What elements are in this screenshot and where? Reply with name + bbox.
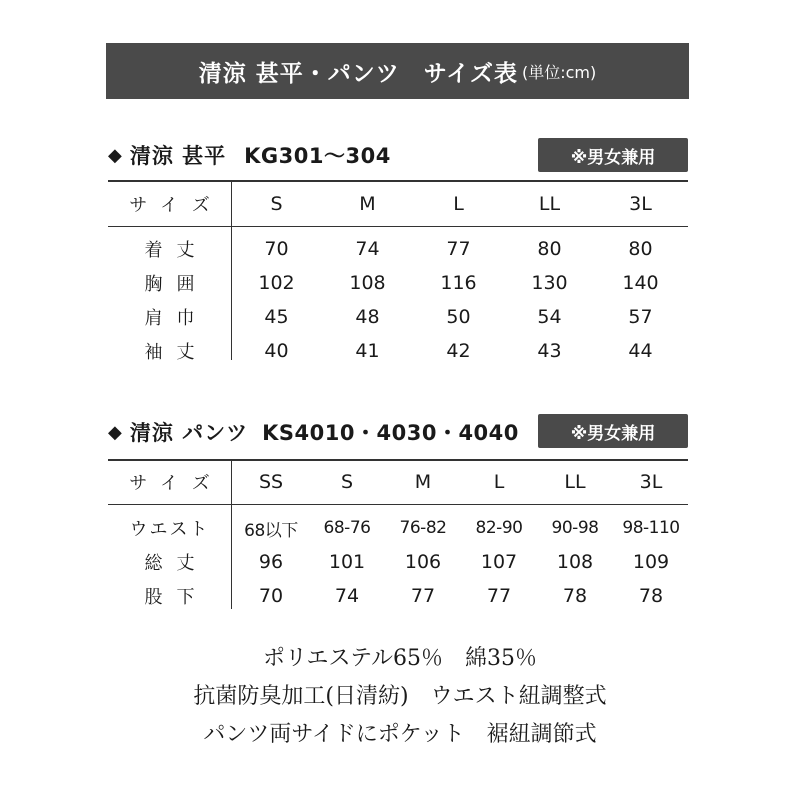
table-cell: 107	[480, 551, 518, 573]
table-cell: 68以下	[244, 520, 298, 541]
table-header-rule	[108, 504, 688, 505]
jinbei-size-table	[108, 180, 688, 370]
size-header-label: サイズ	[129, 473, 224, 494]
size-header-cell: 3L	[639, 471, 663, 493]
row-label: 着丈	[144, 240, 209, 261]
banner-title: 清涼 甚平・パンツ サイズ表	[198, 60, 518, 87]
pants-size-table	[108, 459, 688, 619]
note-line-pockets: パンツ両サイドにポケット 裾紐調節式	[203, 722, 597, 747]
size-header-cell: L	[453, 193, 464, 215]
table-cell: 106	[404, 551, 442, 573]
table-cell: 108	[556, 551, 594, 573]
table-cell: 44	[628, 340, 653, 362]
table-header-row	[108, 465, 688, 499]
table-cell: 54	[537, 306, 562, 328]
size-header-cell: M	[414, 471, 432, 493]
diamond-bullet-icon: ◆	[108, 421, 122, 443]
pants-title: 清涼 パンツ	[129, 421, 249, 445]
table-cell: 90-98	[551, 518, 599, 538]
size-header-cell: SS	[258, 471, 284, 493]
table-cell: 74	[334, 585, 360, 607]
table-cell: 108	[349, 272, 386, 294]
jinbei-code: KG301〜304	[244, 144, 391, 168]
note-line-features: 抗菌防臭加工(日清紡) ウエスト紐調整式	[193, 684, 607, 709]
table-cell: 40	[264, 340, 289, 362]
table-cell: 70	[264, 238, 289, 260]
table-cell: 116	[440, 272, 477, 294]
table-cell: 68-76	[323, 518, 371, 538]
banner-unit: (単位:cm)	[521, 62, 597, 82]
table-row	[108, 545, 688, 579]
table-header-rule	[108, 226, 688, 227]
size-header-cell: S	[270, 193, 283, 215]
diamond-bullet-icon: ◆	[108, 144, 122, 166]
row-label: 肩巾	[144, 308, 209, 329]
table-cell: 77	[446, 238, 471, 260]
table-cell: 45	[264, 306, 289, 328]
product-notes	[0, 640, 800, 754]
table-cell: 42	[446, 340, 471, 362]
row-label: 総丈	[144, 553, 209, 574]
table-top-rule	[108, 180, 688, 182]
size-header-cell: LL	[538, 193, 561, 215]
table-cell: 98-110	[622, 518, 680, 538]
table-cell: 50	[446, 306, 471, 328]
pants-heading	[108, 414, 519, 450]
table-cell: 57	[628, 306, 653, 328]
table-cell: 41	[355, 340, 380, 362]
row-label: 袖丈	[144, 342, 209, 363]
row-label: ウエスト	[129, 519, 210, 540]
size-header-cell: S	[340, 471, 354, 493]
table-cell: 77	[486, 585, 512, 607]
jinbei-title: 清涼 甚平	[129, 144, 227, 168]
table-cell: 80	[628, 238, 653, 260]
table-top-rule	[108, 459, 688, 461]
table-cell: 74	[355, 238, 380, 260]
jinbei-heading	[108, 137, 391, 173]
size-header-label: サイズ	[129, 195, 224, 216]
title-banner	[106, 43, 689, 99]
table-row	[108, 266, 688, 300]
pants-code: KS4010・4030・4040	[262, 421, 519, 445]
table-cell: 70	[258, 585, 284, 607]
size-header-cell: M	[359, 193, 376, 215]
table-cell: 82-90	[475, 518, 523, 538]
table-cell: 101	[328, 551, 366, 573]
table-row	[108, 579, 688, 613]
table-row	[108, 511, 688, 545]
table-row	[108, 334, 688, 368]
jinbei-unisex-badge: ※男女兼用	[538, 138, 688, 172]
table-cell: 96	[258, 551, 284, 573]
table-cell: 130	[531, 272, 568, 294]
table-cell: 80	[537, 238, 562, 260]
size-header-cell: 3L	[629, 193, 652, 215]
table-header-row	[108, 187, 688, 221]
table-cell: 109	[632, 551, 670, 573]
row-label: 胸囲	[144, 274, 209, 295]
table-row	[108, 232, 688, 266]
table-cell: 78	[562, 585, 588, 607]
table-cell: 43	[537, 340, 562, 362]
table-cell: 140	[622, 272, 659, 294]
table-cell: 78	[638, 585, 664, 607]
table-row	[108, 300, 688, 334]
note-line-material: ポリエステル65％ 綿35％	[262, 646, 537, 671]
size-header-cell: L	[493, 471, 505, 493]
row-label: 股下	[144, 587, 209, 608]
table-cell: 102	[258, 272, 295, 294]
pants-unisex-badge: ※男女兼用	[538, 414, 688, 448]
table-cell: 77	[410, 585, 436, 607]
table-cell: 76-82	[399, 518, 447, 538]
size-header-cell: LL	[564, 471, 586, 493]
table-cell: 48	[355, 306, 380, 328]
